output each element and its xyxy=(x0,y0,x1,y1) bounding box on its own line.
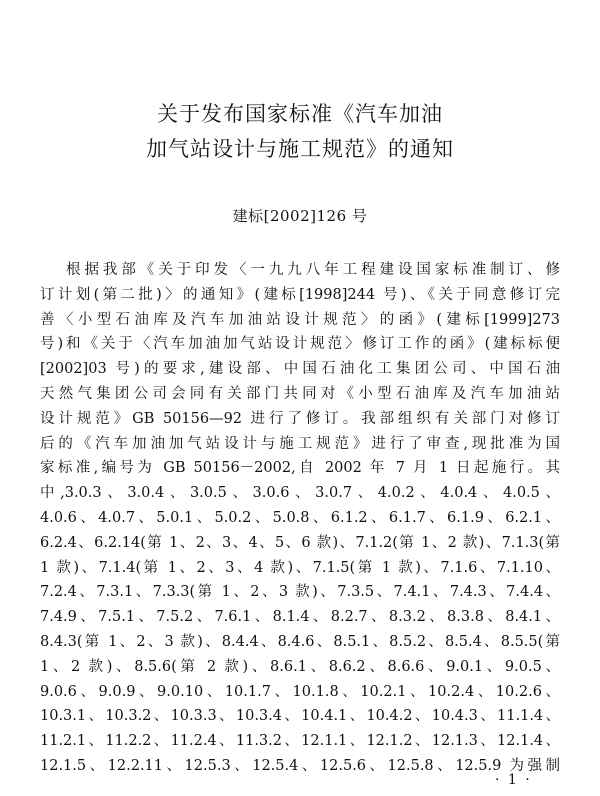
body-line: 天然气集团公司会同有关部门共同对《小型石油库及汽车加油站 xyxy=(40,385,560,402)
document-number: 建标[2002]126 号 xyxy=(232,207,368,225)
body-line: 善〈小型石油库及汽车加油站设计规范〉的函》(建标[1999]273 xyxy=(40,311,560,328)
notice-body xyxy=(40,258,560,779)
page-number: · 1 · xyxy=(495,772,532,788)
body-line: 后的《汽车加油加气站设计与施工规范》进行了审查,现批准为国 xyxy=(40,435,560,452)
body-line: 订计划(第二批)〉的通知》(建标[1998]244 号)、《关于同意修订完 xyxy=(40,286,560,303)
body-line: 7.2.4、7.3.1、7.3.3(第 1、2、3 款)、7.3.5、7.4.1、7.4.3、7.4.4、 xyxy=(40,584,560,601)
body-line: 中,3.0.3、3.0.4、3.0.5、3.0.6、3.0.7、4.0.2、4.0.4、4.0.5、 xyxy=(40,485,560,502)
body-line: 号)和《关于〈汽车加油加气站设计规范〉修订工作的函》(建标标便 xyxy=(40,336,560,353)
notice-title-line-2: 加气站设计与施工规范》的通知 xyxy=(146,137,454,161)
body-line: 8.4.3(第 1、2、3 款)、8.4.4、8.4.6、8.5.1、8.5.2、8.5.4、8.5.5(第 xyxy=(40,633,560,650)
body-line: 10.3.1、10.3.2、10.3.3、10.3.4、10.4.1、10.4.2、10.4.3、11.1.4、 xyxy=(40,708,560,725)
body-line: 家标准,编号为 GB 50156－2002,自 2002 年 7 月 1 日起施行。其 xyxy=(40,460,560,477)
body-line: 12.1.5、12.2.11、12.5.3、12.5.4、12.5.6、12.5.8、12.5.9 为强制 xyxy=(40,757,560,774)
notice-title-line-1: 关于发布国家标准《汽车加油 xyxy=(157,102,443,126)
body-line: 设计规范》GB 50156—92 进行了修订。我部组织有关部门对修订 xyxy=(40,410,560,427)
body-line: 根据我部《关于印发〈一九九八年工程建设国家标准制订、修 xyxy=(66,262,560,278)
body-line: 4.0.6、4.0.7、5.0.1、5.0.2、5.0.8、6.1.2、6.1.7、6.1.9、6.2.1、 xyxy=(40,509,560,526)
body-line: 7.4.9、7.5.1、7.5.2、7.6.1、8.1.4、8.2.7、8.3.2、8.3.8、8.4.1、 xyxy=(40,609,560,626)
body-line: 1、2 款)、8.5.6(第 2 款)、8.6.1、8.6.2、8.6.6、9.0.1、9.0.5、 xyxy=(40,658,560,675)
body-line: 11.2.1、11.2.2、11.2.4、11.3.2、12.1.1、12.1.2、12.1.3、12.1.4、 xyxy=(40,733,560,750)
body-line: 9.0.6、9.0.9、9.0.10、10.1.7、10.1.8、10.2.1、10.2.4、10.2.6、 xyxy=(40,683,560,700)
body-line: 1 款)、7.1.4(第 1、2、3、4 款)、7.1.5(第 1 款)、7.1.6、7.1.10、 xyxy=(40,559,560,576)
body-line: [2002]03 号)的要求,建设部、中国石油化工集团公司、中国石油 xyxy=(40,361,560,378)
body-line: 6.2.4、6.2.14(第 1、2、3、4、5、6 款)、7.1.2(第 1、2 款)、7.1.3(第 xyxy=(40,534,560,551)
